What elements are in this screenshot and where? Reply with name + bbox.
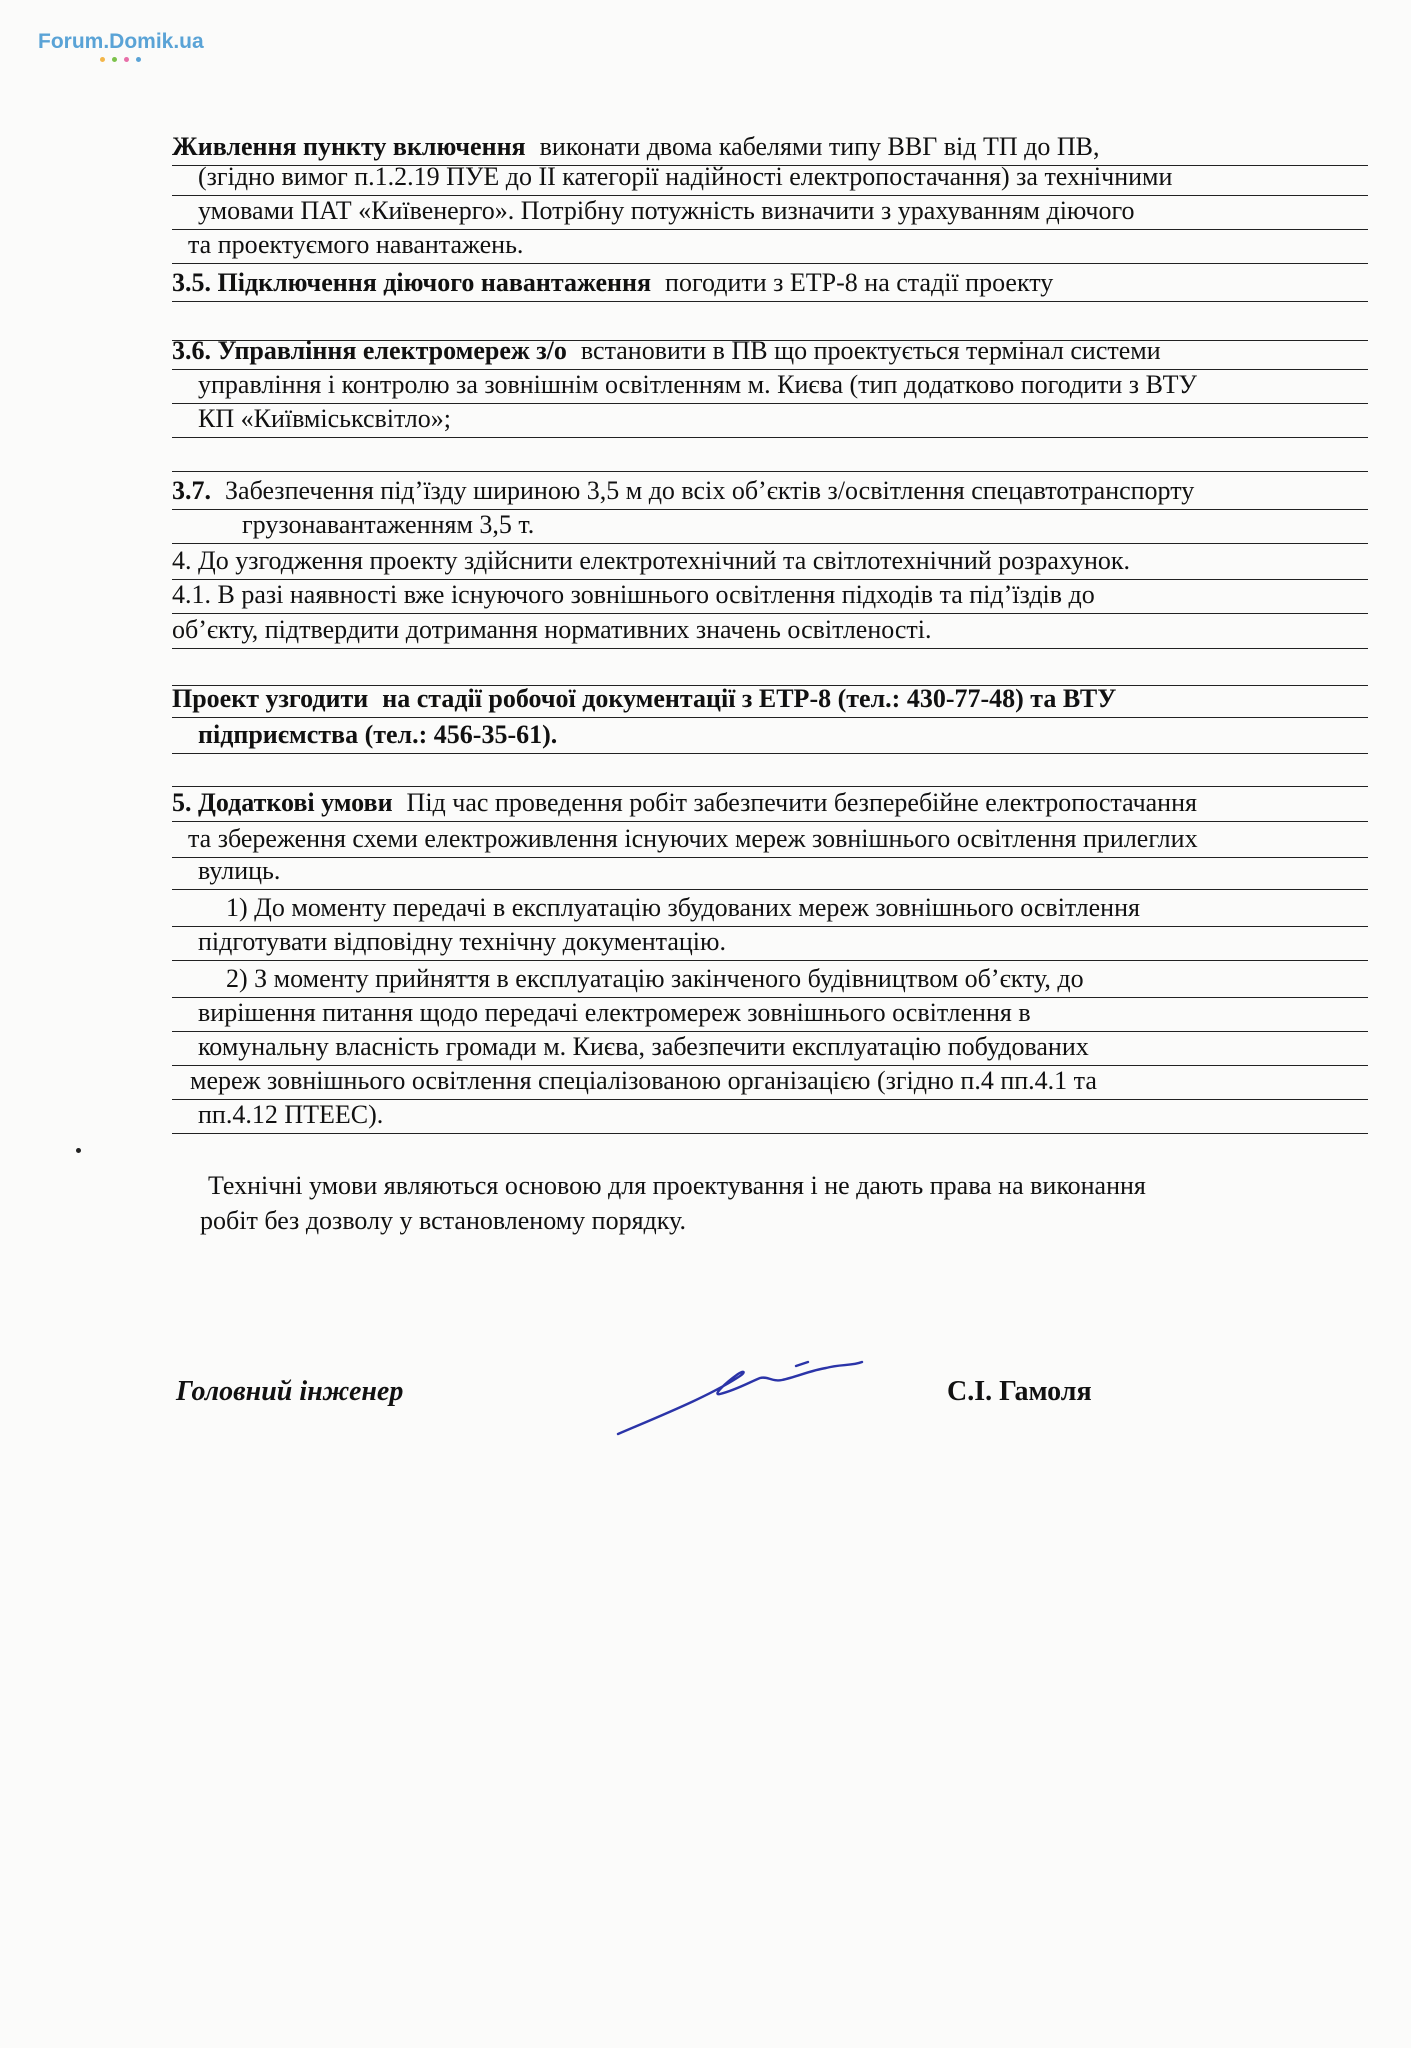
field-label: 3.7.: [172, 476, 211, 505]
line-text: грузонавантаженням 3,5 т.: [242, 510, 535, 539]
watermark-dot: [136, 57, 141, 62]
ruled-line: [172, 786, 1368, 822]
field-label: Живлення пункту включення: [172, 132, 526, 161]
line-text: 2) З моменту прийняття в експлуатацію закінченого будівництвом об’єкту, до: [226, 964, 1084, 993]
watermark-dot: [112, 57, 117, 62]
line-text: 4.1. В разі наявності вже існуючого зовнішнього освітлення підходів та під’їздів до: [172, 580, 1095, 609]
notice-line-2: робіт без дозволу у встановленому порядку.: [200, 1206, 686, 1235]
ruled-line: [172, 474, 1368, 510]
watermark-dots: [100, 57, 204, 62]
ruled-line: [172, 751, 1368, 787]
ink-dot: [76, 1148, 81, 1153]
line-content: [198, 718, 557, 752]
watermark-dot: [124, 57, 129, 62]
ruled-line: [172, 228, 1368, 264]
ruled-line: [172, 334, 1368, 370]
line-text: підготувати відповідну технічну документацію.: [198, 927, 726, 956]
ruled-line: [172, 962, 1368, 998]
line-content: [198, 925, 726, 959]
field-value: на стадії робочої документації з ЕТР-8 (тел.: 430-77-48) та ВТУ: [382, 684, 1117, 713]
field-label: 3.6. Управління електромереж з/о: [172, 336, 567, 365]
ruled-line: [172, 578, 1368, 614]
line-text: 1) До моменту передачі в експлуатацію збудованих мереж зовнішнього освітлення: [226, 893, 1140, 922]
line-text: вирішення питання щодо передачі електромереж зовнішнього освітлення в: [198, 998, 1031, 1027]
ruled-line: [172, 650, 1368, 686]
line-content: [172, 474, 1194, 508]
field-value: погодити з ЕТР-8 на стадії проекту: [665, 268, 1054, 297]
line-text: комунальну власність громади м. Києва, забезпечити експлуатацію побудованих: [198, 1032, 1089, 1061]
field-value: Забезпечення під’їзду шириною 3,5 м до всіх об’єктів з/освітлення спецавтотранспорту: [225, 476, 1195, 505]
line-text: КП «Київміськсвітло»;: [198, 404, 451, 433]
line-content: [172, 682, 1116, 716]
ruled-line: [172, 718, 1368, 754]
line-content: [172, 266, 1053, 300]
underline-rule: [172, 889, 1368, 891]
line-content: [190, 1064, 1097, 1098]
ruled-line: [172, 1098, 1368, 1134]
ruled-line: [172, 544, 1368, 580]
line-content: [172, 544, 1130, 578]
line-content: [188, 822, 1198, 856]
ruled-line: [172, 266, 1368, 302]
watermark-dot: [100, 57, 105, 62]
line-text: та проектуємого навантажень.: [188, 230, 524, 259]
line-text: підприємства (тел.: 456-35-61).: [198, 720, 558, 749]
field-label: 3.5. Підключення діючого навантаження: [172, 268, 652, 297]
line-content: [198, 402, 451, 436]
forum-watermark: [38, 30, 204, 62]
line-text: мереж зовнішнього освітлення спеціалізованою організацією (згідно п.4 пп.4.1 та: [190, 1066, 1097, 1095]
ruled-line: [172, 1030, 1368, 1066]
line-content: [172, 786, 1197, 820]
handwritten-signature: [600, 1360, 880, 1440]
line-content: [198, 160, 1172, 194]
watermark-text: Forum.Domik.ua: [38, 30, 204, 53]
ruled-line: [172, 194, 1368, 230]
ruled-line: [172, 822, 1368, 858]
line-content: [198, 996, 1031, 1030]
ruled-line: [172, 508, 1368, 544]
line-text: умовами ПАТ «Київенерго». Потрібну потужність визначити з урахуванням діючого: [198, 196, 1135, 225]
ruled-line: [172, 996, 1368, 1032]
line-content: [198, 1030, 1089, 1064]
line-content: [172, 578, 1095, 612]
line-text: управління і контролю за зовнішнім освітленням м. Києва (тип додатково погодити з ВТУ: [198, 370, 1197, 399]
line-content: [172, 130, 1100, 164]
signature-stroke: [618, 1362, 862, 1434]
ruled-line: [172, 613, 1368, 649]
line-content: [188, 228, 523, 262]
field-label: Проект узгодити: [172, 684, 369, 713]
ruled-line: [172, 160, 1368, 196]
line-content: [242, 508, 534, 542]
line-text: та збереження схеми електроживлення існуючих мереж зовнішнього освітлення прилеглих: [188, 824, 1198, 853]
underline-rule: [172, 301, 1368, 303]
field-value: виконати двома кабелями типу ВВГ від ТП до ПВ,: [539, 132, 1100, 161]
line-text: вулиць.: [198, 856, 281, 885]
underline-rule: [172, 1133, 1368, 1135]
line-content: [198, 1098, 383, 1132]
line-text: 4. До узгодження проекту здійснити електротехнічний та світлотехнічний розрахунок.: [172, 546, 1131, 575]
field-value: Під час проведення робіт забезпечити безперебійне електропостачання: [406, 788, 1197, 817]
line-content: [198, 194, 1134, 228]
underline-rule: [172, 471, 1368, 473]
ruled-line: [172, 368, 1368, 404]
line-content: [226, 891, 1140, 925]
line-text: пп.4.12 ПТЕЕС).: [198, 1100, 384, 1129]
line-content: [172, 613, 932, 647]
field-label: 5. Додаткові умови: [172, 788, 393, 817]
ruled-line: [172, 854, 1368, 890]
line-content: [226, 962, 1084, 996]
ruled-line: [172, 925, 1368, 961]
ruled-line: [172, 402, 1368, 438]
line-content: [198, 368, 1197, 402]
field-value: встановити в ПВ що проектується термінал системи: [580, 336, 1161, 365]
underline-rule: [172, 263, 1368, 265]
ruled-line: [172, 436, 1368, 472]
notice-line-1: Технічні умови являються основою для проектування і не дають права на виконання: [208, 1171, 1146, 1200]
line-content: [198, 854, 280, 888]
ruled-line: [172, 682, 1368, 718]
line-content: [172, 334, 1161, 368]
signatory-title: Головний інженер: [176, 1376, 404, 1407]
line-text: (згідно вимог п.1.2.19 ПУЕ до ІІ категорії надійності електропостачання) за технічними: [198, 162, 1173, 191]
signatory-name: С.І. Гамоля: [947, 1376, 1092, 1407]
line-text: об’єкту, підтвердити дотримання нормативних значень освітленості.: [172, 615, 932, 644]
underline-rule: [172, 960, 1368, 962]
ruled-line: [172, 891, 1368, 927]
ruled-line: [172, 1064, 1368, 1100]
underline-rule: [172, 648, 1368, 650]
